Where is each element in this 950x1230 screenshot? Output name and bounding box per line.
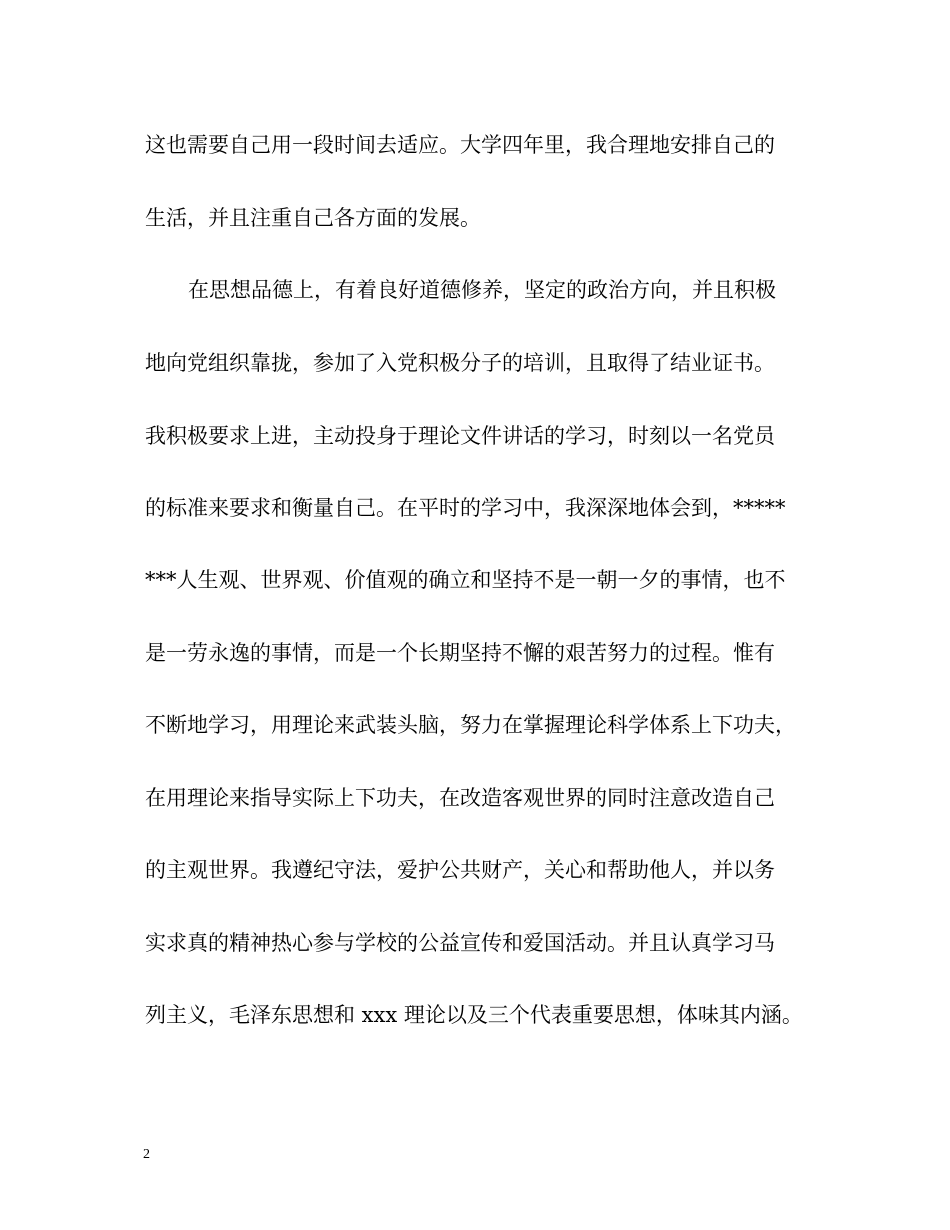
text-line: 不断地学习，用理论来武装头脑，努力在掌握理论科学体系上下功夫， bbox=[145, 713, 796, 737]
text-line: 我积极要求上进，主动投身于理论文件讲话的学习，时刻以一名党员 bbox=[145, 424, 775, 448]
text-line: 列主义，毛泽东思想和 xxx 理论以及三个代表重要思想，体味其内涵。 bbox=[145, 1003, 803, 1027]
page-number: 2 bbox=[143, 1147, 150, 1162]
text-line: 是一劳永逸的事情，而是一个长期坚持不懈的艰苦努力的过程。惟有 bbox=[145, 641, 775, 665]
text-line: ***人生观、世界观、价值观的确立和坚持不是一朝一夕的事情，也不 bbox=[145, 568, 786, 592]
text-line: 在用理论来指导实际上下功夫，在改造客观世界的同时注意改造自己 bbox=[145, 786, 775, 810]
text-line: 生活，并且注重自己各方面的发展。 bbox=[145, 206, 481, 230]
text-line: 实求真的精神热心参与学校的公益宣传和爱国活动。并且认真学习马 bbox=[145, 931, 775, 955]
paragraph-first-line: 在思想品德上，有着良好道德修养，坚定的政治方向，并且积极 bbox=[188, 278, 776, 302]
text-line: 这也需要自己用一段时间去适应。大学四年里，我合理地安排自己的 bbox=[145, 133, 775, 157]
text-line: 的主观世界。我遵纪守法，爱护公共财产，关心和帮助他人，并以务 bbox=[145, 858, 775, 882]
text-line: 地向党组织靠拢，参加了入党积极分子的培训，且取得了结业证书。 bbox=[145, 351, 775, 375]
text-line: 的标准来要求和衡量自己。在平时的学习中，我深深地体会到，***** bbox=[145, 496, 786, 520]
